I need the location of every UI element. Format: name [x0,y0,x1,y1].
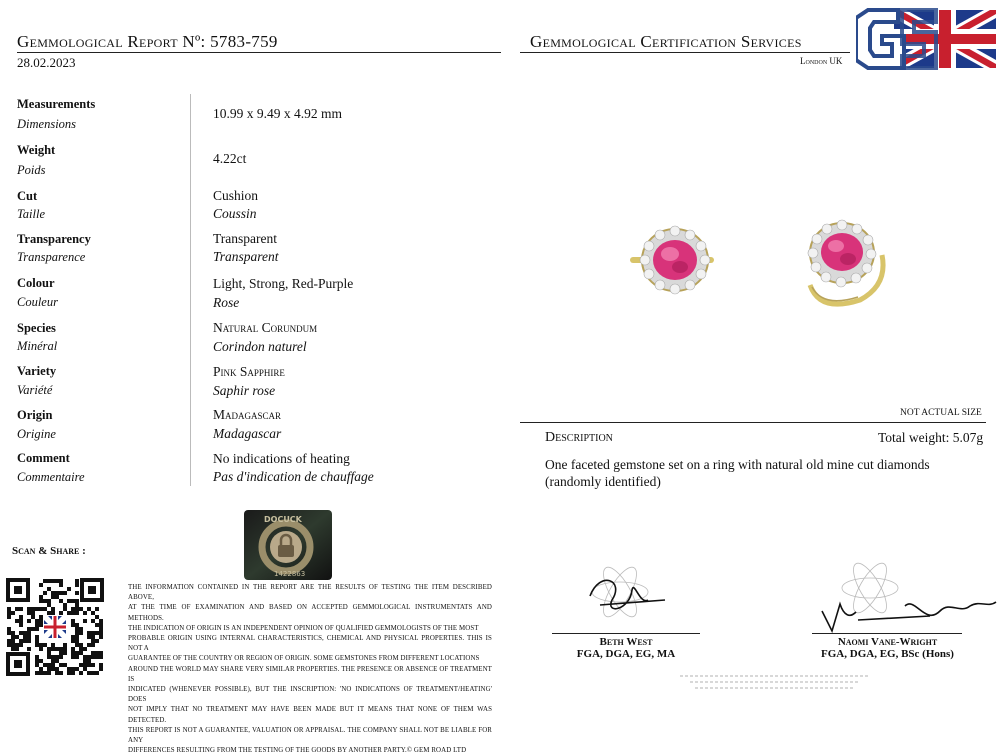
qr-code-icon [6,578,104,676]
field-label-fr: Origine [17,427,56,441]
field-value-fr: Transparent [213,249,279,264]
field-label: Measurements [17,97,96,111]
field-label-fr: Transparence [17,250,86,264]
field-value: Natural Corundum [213,320,318,335]
total-weight: Total weight: 5.07g [878,430,984,445]
field-value: 10.99 x 9.49 x 4.92 mm [213,106,343,121]
company-name: Gemmological Certification Services [530,32,802,51]
report-title: Gemmological Report Nº: 5783-759 [17,32,278,51]
field-value-fr: Pas d'indication de chauffage [213,469,374,484]
signatory-1-quals: FGA, DGA, EG, MA [576,648,676,660]
field-label: Weight [17,143,56,157]
field-label-fr: Couleur [17,295,58,309]
field-value: Madagascar [213,407,282,422]
field-value: No indications of heating [213,451,350,466]
description-label: Description [545,430,613,445]
field-label-fr: Taille [17,207,46,221]
hologram-top-text: DOCUCK [264,515,302,524]
fine-print-watermark [670,672,880,692]
ring-photos [620,215,920,315]
signature-line-1 [552,633,700,634]
company-logo [856,8,996,70]
signatory-1-name: Beth West [599,636,653,648]
header-rule-left [17,52,501,53]
field-value-fr: Corindon naturel [213,339,307,354]
field-label-fr: Variété [17,383,53,397]
field-value: Pink Sapphire [213,364,285,379]
disclaimer-line: THIS REPORT IS NOT A GUARANTEE, VALUATION OR APPRAISAL. THE COMPANY SHALL NOT BE LIABLE FOR ANY [128,726,492,745]
field-label: Colour [17,276,55,290]
field-value-fr: Madagascar [213,426,282,441]
field-label-fr: Commentaire [17,470,85,484]
field-value-fr: Coussin [213,206,257,221]
disclaimer-line: DIFFERENCES RESULTING FROM THE TESTING OF THE GOODS BY ANOTHER PARTY.© GEM ROAD LTD [128,747,467,755]
report-date: 28.02.2023 [17,55,76,70]
disclaimer-line: THE INFORMATION CONTAINED IN THE REPORT ARE THE RESULTS OF TESTING THE ITEM DESCRIBED ABOVE, [128,584,492,602]
description-line-1: One faceted gemstone set on a ring with natural old mine cut diamonds [545,457,930,472]
signature-seal-icon [810,556,1000,636]
disclaimer-line: PROBABLE ORIGIN USING INTERNAL CHARACTERISTICS, CHEMICAL AND PHYSICAL PROPERTIES. THIS IS NOT A [128,635,492,653]
disclaimer-line: AT THE TIME OF EXAMINATION AND BASED ON ACCEPTED GEMMOLOGICAL INSTRUMENTATS AND METHODS. [128,604,492,622]
field-value: Transparent [213,231,277,246]
field-value: 4.22ct [213,151,247,166]
hologram-seal [244,510,332,580]
description-line-2: (randomly identified) [545,474,661,489]
uk-flag-logo-icon [856,8,996,70]
field-label-fr: Poids [17,163,46,177]
signature-naomi-vane-wright [810,556,1000,636]
disclaimer-line: GUARANTEE OF THE COUNTRY OR REGION OF ORIGIN. SOME GEMSTONES FROM DIFFERENT LOCATIONS [128,655,480,663]
header-rule-right [520,52,850,53]
signature-seal-icon [570,560,670,630]
description-rule [520,422,986,423]
signatory-2-quals: FGA, DGA, EG, BSc (Hons) [821,648,954,660]
field-label: Variety [17,364,57,378]
field-label-fr: Dimensions [17,117,77,131]
field-divider [190,94,191,486]
field-label: Transparency [17,232,91,246]
hologram-lock-icon [244,510,332,580]
field-value-fr: Rose [213,295,240,310]
field-value: Cushion [213,188,259,203]
signature-line-2 [812,633,962,634]
disclaimer-line: THE INDICATION OF ORIGIN IS AN INDEPENDENT OPINION OF QUALIFIED GEMMOLOGISTS OF THE MOST [128,624,479,632]
ring-front-view-icon [630,226,714,294]
company-location: London UK [800,56,843,66]
signature-beth-west [570,560,670,630]
disclaimer-line: NOT IMPLY THAT NO TREATMENT MAY HAVE BEEN MADE BUT IT MEANS THAT NONE OF THEM WAS DETECTED. [128,706,492,724]
scan-share-label: Scan & Share : [12,545,86,557]
disclaimer-line: INDICATED (WHENEVER POSSIBLE), BUT THE INSCRIPTION: 'NO INDICATIONS OF TREATMENT/HEATING' DOES [128,686,492,704]
hologram-number: 1422863 [274,570,306,578]
image-note: NOT ACTUAL SIZE [900,408,982,418]
field-label: Origin [17,408,53,422]
field-value-fr: Saphir rose [213,383,276,398]
signatory-2-name: Naomi Vane-Wright [837,636,938,648]
ring-side-view-icon [808,220,883,304]
disclaimer-line: AROUND THE WORLD MAY SHARE VERY SIMILAR PROPERTIES. THE PRESENCE OR ABSENCE OF TREATMENT IS [128,665,492,683]
field-label-fr: Minéral [17,339,58,353]
field-label: Comment [17,451,70,465]
disclaimer [128,583,492,756]
field-value: Light, Strong, Red-Purple [213,276,354,291]
field-label: Species [17,321,56,335]
field-label: Cut [17,189,38,203]
qr-code[interactable] [6,578,104,676]
